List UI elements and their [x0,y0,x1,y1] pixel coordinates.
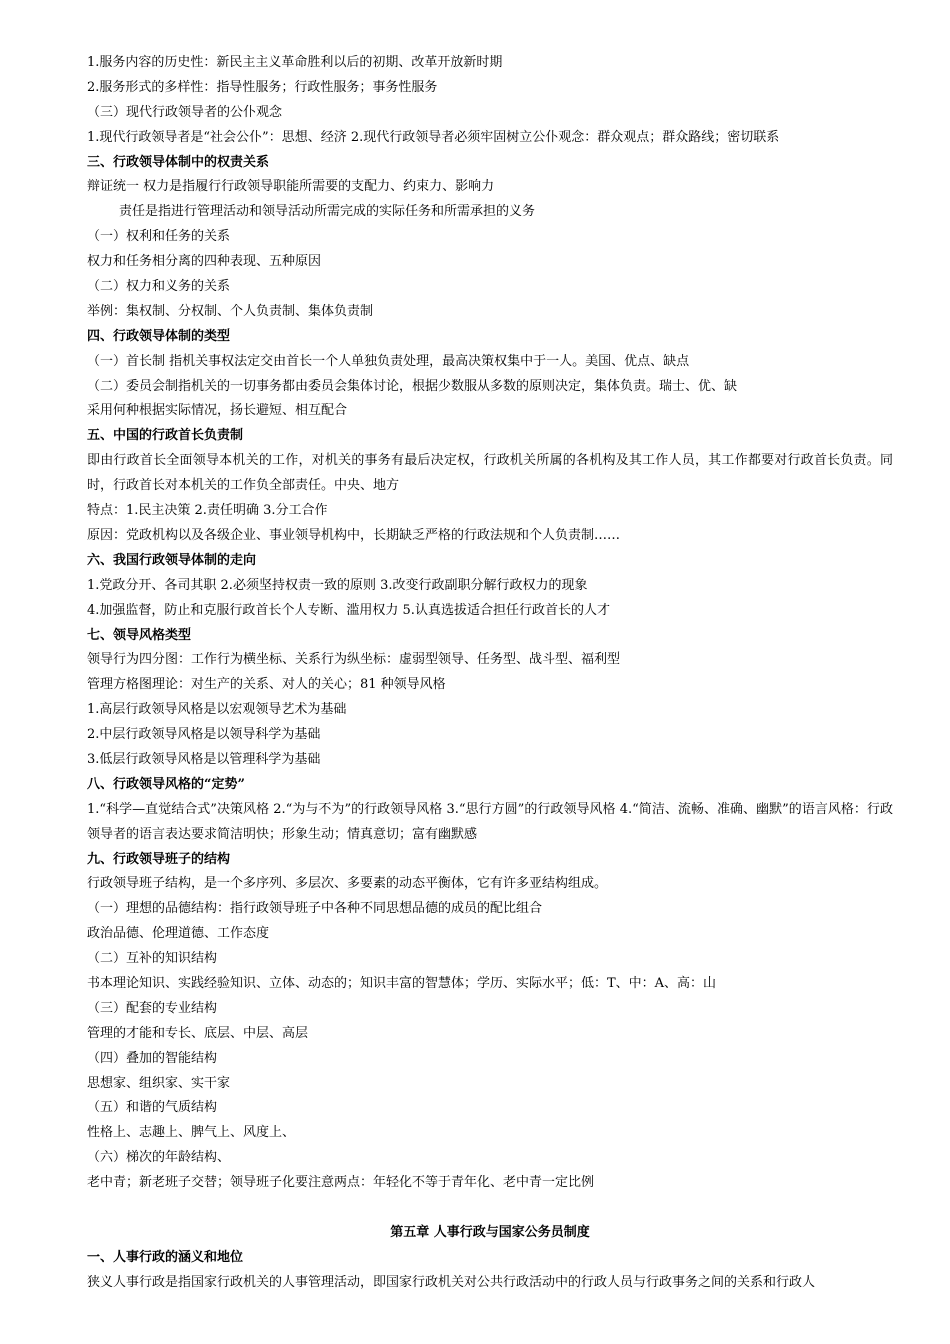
subsection-heading: （一）权利和任务的关系 [87,229,231,245]
blank-line [87,1196,893,1221]
subsection-heading: （三）现代行政领导者的公仆观念 [87,104,283,120]
text-line: 政治品德、伦理道德、工作态度 [87,926,270,942]
section-heading: 三、行政领导体制中的权责关系 [87,154,270,170]
text-line: 4.加强监督，防止和克服行政首长个人专断、滥用权力 5.认真选拔适合担任行政首长的人才 [87,602,610,618]
subsection-heading: （五）和谐的气质结构 [87,1100,218,1116]
text-line: 老中青；新老班子交替；领导班子化要注意两点：年轻化不等于青年化、老中青一定比例 [87,1175,595,1191]
section-heading: 七、领导风格类型 [87,627,192,643]
text-line: 1.高层行政领导风格是以宏观领导艺术为基础 [87,702,347,718]
text-line: 管理方格图理论：对生产的关系、对人的关心；81 种领导风格 [87,677,446,693]
text-line: （一）首长制 指机关事权法定交由首长一个人单独负责处理，最高决策权集中于一人。美国、优点、缺点 [87,353,690,369]
text-line: 责任是指进行管理活动和领导活动所需完成的实际任务和所需承担的义务 [119,204,536,220]
section-heading: 四、行政领导体制的类型 [87,328,231,344]
text-line: 3.低层行政领导风格是以管理科学为基础 [87,751,321,767]
text-line: 权力和任务相分离的四种表现、五种原因 [87,254,322,270]
text-line: 管理的才能和专长、底层、中层、高层 [87,1025,309,1041]
paragraph: 即由行政首长全面领导本机关的工作，对机关的事务有最后决定权，行政机关所属的各机构及其工作人员，其工作都要对行政首长负责。同时，行政首长对本机关的工作负全部责任。中央、地方 [87,453,893,494]
text-line: 书本理论知识、实践经验知识、立体、动态的；知识丰富的智慧体；学历、实际水平；低：T、中：A、高：山 [87,976,717,992]
subsection-heading: （三）配套的专业结构 [87,1000,218,1016]
text-line: 领导行为四分图：工作行为横坐标、关系行为纵坐标：虚弱型领导、任务型、战斗型、福利型 [87,652,621,668]
chapter-title: 第五章 人事行政与国家公务员制度 [390,1224,590,1240]
subsection-heading: （二）权力和义务的关系 [87,279,231,295]
text-line: 1.党政分开、各司其职 2.必须坚持权责一致的原则 3.改变行政副职分解行政权力的现象 [87,577,588,593]
text-line: 性格上、志趣上、脾气上、风度上、 [87,1125,296,1141]
section-heading: 八、行政领导风格的“定势” [87,776,245,792]
text-line: 特点：1.民主决策 2.责任明确 3.分工合作 [87,503,328,519]
text-line: 2.中层行政领导风格是以领导科学为基础 [87,727,321,743]
text-line: 行政领导班子结构，是一个多序列、多层次、多要素的动态平衡体，它有许多亚结构组成。 [87,876,608,892]
text-line: （二）委员会制指机关的一切事务都由委员会集体讨论，根据少数服从多数的原则决定，集体负责。瑞士、优、缺 [87,378,738,394]
text-line: 采用何种根据实际情况，扬长避短、相互配合 [87,403,348,419]
text-line: 原因：党政机构以及各级企业、事业领导机构中，长期缺乏严格的行政法规和个人负责制…… [87,527,621,543]
text-line: 思想家、组织家、实干家 [87,1075,231,1091]
section-heading: 六、我国行政领导体制的走向 [87,552,257,568]
text-line: 1.现代行政领导者是“社会公仆”：思想、经济 2.现代行政领导者必须牢固树立公仆观念：群众观点；群众路线；密切联系 [87,129,780,145]
text-line: 2.服务形式的多样性：指导性服务；行政性服务；事务性服务 [87,79,438,95]
text-line: 举例：集权制、分权制、个人负责制、集体负责制 [87,303,374,319]
section-heading: 九、行政领导班子的结构 [87,851,231,867]
document-page [87,51,893,1296]
text-line: 辩证统一 权力是指履行行政领导职能所需要的支配力、约束力、影响力 [87,179,495,195]
text-line: 1.服务内容的历史性：新民主主义革命胜利以后的初期、改革开放新时期 [87,55,503,70]
section-heading: 一、人事行政的涵义和地位 [87,1249,244,1265]
paragraph: 1.“科学—直觉结合式”决策风格 2.“为与不为”的行政领导风格 3.“思行方圆”的行政领导风格 4.“简洁、流畅、准确、幽默”的语言风格：行政领导者的语言表达要求简洁明快；形象生动；情真意切；富有幽默感 [87,801,893,842]
subsection-heading: （四）叠加的智能结构 [87,1050,218,1066]
section-heading: 五、中国的行政首长负责制 [87,428,244,444]
text-line: 狭义人事行政是指国家行政机关的人事管理活动，即国家行政机关对公共行政活动中的行政人员与行政事务之间的关系和行政人 [87,1274,816,1290]
subsection-heading: （二）互补的知识结构 [87,951,218,967]
subsection-heading: （六）梯次的年龄结构、 [87,1150,231,1166]
subsection-heading: （一）理想的品德结构：指行政领导班子中各种不同思想品德的成员的配比组合 [87,901,543,917]
